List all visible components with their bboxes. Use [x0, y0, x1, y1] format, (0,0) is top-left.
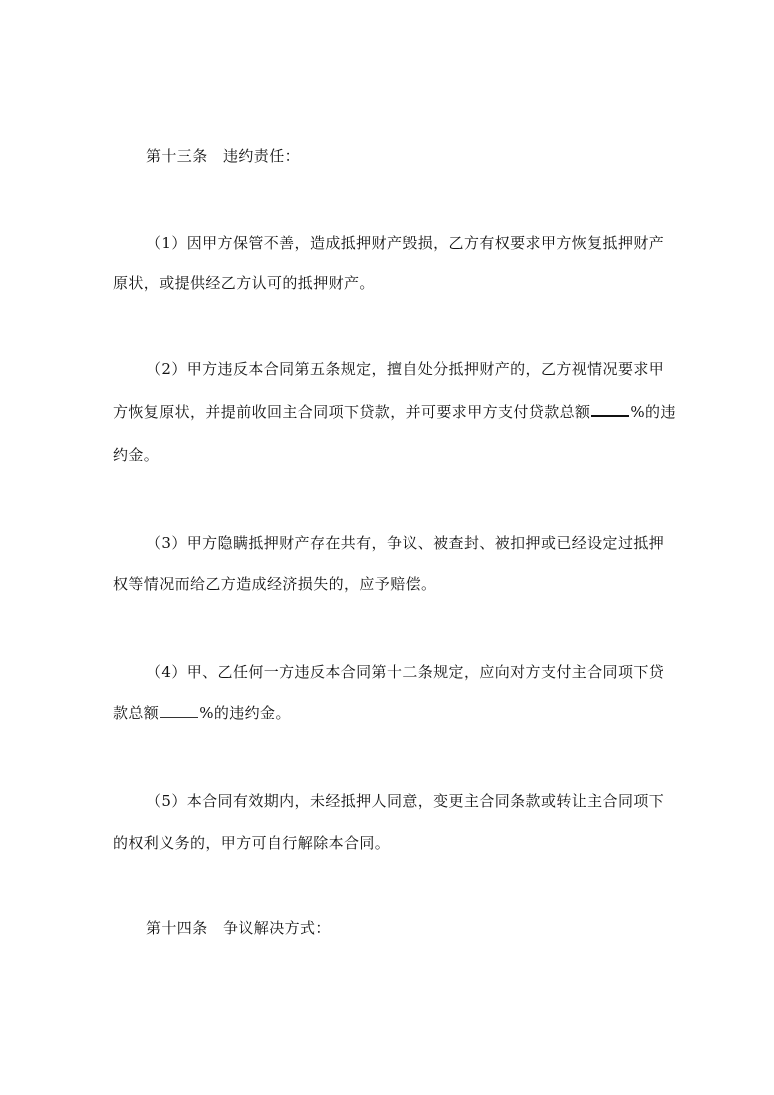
item-2-line-3: 约金。: [113, 446, 160, 464]
item-2-line-1: （2）甲方违反本合同第五条规定，擅自处分抵押财产的，乙方视情况要求甲: [146, 360, 665, 378]
percentage-blank: [591, 403, 629, 417]
item-5-line-1: （5）本合同有效期内，未经抵押人同意，变更主合同条款或转让主合同项下: [146, 792, 665, 810]
item-5-line-2: 的权利义务的，甲方可自行解除本合同。: [113, 834, 391, 852]
item-2-line-2-text-after: %的违: [630, 403, 676, 421]
item-2-line-2: [113, 402, 676, 422]
item-4-line-2-text-after: %的违约金。: [199, 704, 291, 722]
article-13-heading: 第十三条 违约责任：: [146, 147, 301, 165]
article-14-heading: 第十四条 争议解决方式：: [146, 919, 331, 937]
item-3-line-2: 权等情况而给乙方造成经济损失的，应予赔偿。: [113, 575, 437, 593]
item-4-line-2-text-before: 款总额: [113, 704, 160, 722]
percentage-blank: [160, 705, 198, 718]
item-1-line-2: 原状，或提供经乙方认可的抵押财产。: [113, 274, 375, 292]
item-4-line-1: （4）甲、乙任何一方违反本合同第十二条规定，应向对方支付主合同项下贷: [146, 663, 665, 681]
item-4-line-2: [113, 703, 291, 723]
item-1-line-1: （1）因甲方保管不善，造成抵押财产毁损，乙方有权要求甲方恢复抵押财产: [146, 234, 665, 252]
item-3-line-1: （3）甲方隐瞒抵押财产存在共有，争议、被查封、被扣押或已经设定过抵押: [146, 534, 665, 552]
item-2-line-2-text-before: 方恢复原状，并提前收回主合同项下贷款，并可要求甲方支付贷款总额: [113, 403, 591, 421]
